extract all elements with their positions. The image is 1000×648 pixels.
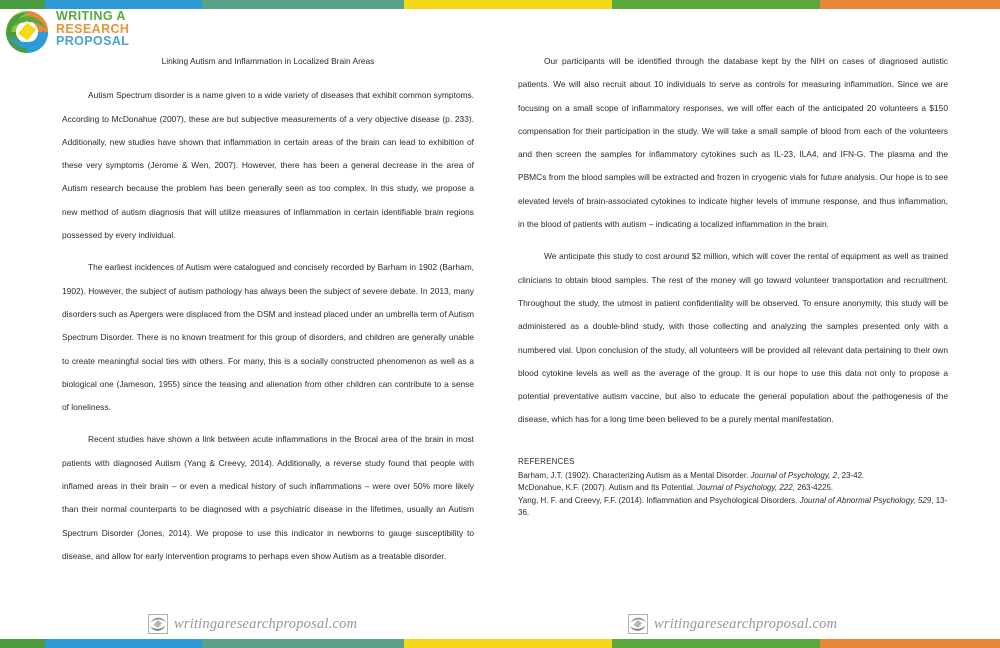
references-section <box>518 455 948 520</box>
top-color-bar <box>0 0 1000 9</box>
brand-wordmark <box>56 10 129 48</box>
reference-pre: Yang, H. F. and Creevy, F.F. (2014). Inflammation and Psychological Disorders. <box>518 495 800 505</box>
reference-item <box>518 470 948 482</box>
right-column <box>518 50 948 519</box>
color-bar-segment-5 <box>612 639 820 648</box>
logo-swirl-icon <box>628 614 648 634</box>
color-bar-segment-2 <box>45 0 202 9</box>
color-bar-segment-3 <box>202 639 404 648</box>
color-bar-segment-4 <box>404 0 612 9</box>
reference-source: Journal of Psychology, 222 <box>697 483 793 493</box>
left-paragraph-2: The earliest incidences of Autism were catalogued and concisely recorded by Barham in 1902 (Barham, 1902). However, the subject of autism pathology has always been the subject of severe debate. In 2013, many disorders such as Apergers were displaced from the DSM and instead placed under an umbrella term of Autism Spectrum Disorder. There is no known treatment for this group of disorders, and children are generally unable to create meaningful social ties with others. For many, this is a socially constructed phenomenon as well as a biological one (Jameson, 1955) since the teasing and alienation from other children can contribute to a sense of loneliness. <box>62 262 474 413</box>
document-body <box>0 50 1000 598</box>
color-bar-segment-2 <box>45 639 202 648</box>
logo-swirl-icon <box>148 614 168 634</box>
brand-logo <box>4 9 129 55</box>
left-column <box>62 50 474 568</box>
footer-watermark-text: writingaresearchproposal.com <box>654 615 838 632</box>
reference-post: , 13-36. <box>518 495 948 517</box>
right-paragraph-1: Our participants will be identified through the database kept by the NIH on cases of diagnosed autistic patients. We will also recruit about 10 individuals to serve as controls for measuring inflammation. Since we are focusing on a small scope of inflammatory responses, we will offer each of the anticipated 20 volunteers a $150 compensation for their participation in the study. We will take a small sample of blood from each of the volunteers and then screen the samples for inflammatory cytokines such as IL-23, ILA4, and IFN-G. The plasma and the PBMCs from the blood samples will be extracted and frozen in cryogenic vials for future analysis. Our hope is to see elevated levels of brain-associated cytokines to indicate higher levels of immune response, and thus inflammation, in the blood of patients with autism – indicating a localized inflammation in the brain. <box>518 56 948 230</box>
reference-source: Journal of Abnormal Psychology, 529 <box>799 495 932 505</box>
footer-watermark-right <box>628 614 837 634</box>
bottom-color-bar <box>0 639 1000 648</box>
reference-pre: McDonahue, K.F. (2007). Autism and Its Potential. <box>518 483 698 493</box>
references-heading: REFERENCES <box>518 456 575 466</box>
color-bar-segment-1 <box>0 0 45 9</box>
page-title: Linking Autism and Inflammation in Localized Brain Areas <box>161 56 375 66</box>
color-bar-segment-4 <box>404 639 612 648</box>
left-paragraph-3: Recent studies have shown a link between acute inflammations in the Brocal area of the brain in most patients with diagnosed Autism (Yang & Creevy, 2014). Additionally, a reverse study found that people with inflamed areas in their brain – or even a medical history of such inflammations – were over 50% more likely than their normal counterparts to be diagnosed with a psychiatric disease in the lifetimes, usually an Autism Spectrum Disorder (Jones, 2014). We propose to use this indicator in newborns to gauge susceptibility to disease, and allow for early intervention programs to perhaps even show Autism as a treatable disorder. <box>62 434 474 561</box>
color-bar-segment-1 <box>0 639 45 648</box>
reference-post: , 263-4225. <box>792 483 834 493</box>
reference-source: Journal of Psychology, 2 <box>750 470 838 480</box>
footer-watermark-left <box>148 614 357 634</box>
right-paragraph-2: We anticipate this study to cost around $2 million, which will cover the rental of equipment as well as trained clinicians to obtain blood samples. The rest of the money will go toward volunteer transportation and recruitment. Throughout the study, the utmost in patient confidentiality will be observed. To ensure anonymity, this study will be administered as a double-blind study, with those collecting and analyzing the samples presented only with a numbered vial. Upon conclusion of the study, all volunteers will be provided all relevant data pertaining to their own blood cytokine levels as well as the average of the group. It is our hope to use this data not only to propose a potential preventative autism vaccine, but also to educate the general population about the pathogenesis of the disease, which has for a long time been believed to be a purely mental manifestation. <box>518 251 948 425</box>
reference-item <box>518 495 948 520</box>
footer-watermark-text: writingaresearchproposal.com <box>174 615 358 632</box>
color-bar-segment-5 <box>612 0 820 9</box>
logo-line-3: PROPOSAL <box>56 34 130 48</box>
reference-item <box>518 482 948 494</box>
logo-swirl-icon <box>4 9 50 55</box>
reference-pre: Barham, J.T. (1902). Characterizing Autism as a Mental Disorder. <box>518 470 751 480</box>
logo-line-2: RESEARCH <box>56 21 130 36</box>
reference-post: , 23-42. <box>837 470 865 480</box>
color-bar-segment-3 <box>202 0 404 9</box>
logo-line-1: WRITING A <box>56 9 126 23</box>
left-paragraph-1: Autism Spectrum disorder is a name given to a wide variety of diseases that exhibit common symptoms. According to McDonahue (2007), these are but subjective measurements of a very objective disease (p. 233). Additionally, new studies have shown that inflammation in certain areas of the brain can lead to exhibition of these very symptoms (Jerome & Wen, 2007). However, there has been a general decrease in the area of Autism research because the problem has been generally seen as too complex. In this study, we propose a new method of autism diagnosis that will utilize measures of inflammation in certain identifiable brain regions possessed by every individual. <box>62 90 474 241</box>
color-bar-segment-6 <box>820 0 1000 9</box>
color-bar-segment-6 <box>820 639 1000 648</box>
